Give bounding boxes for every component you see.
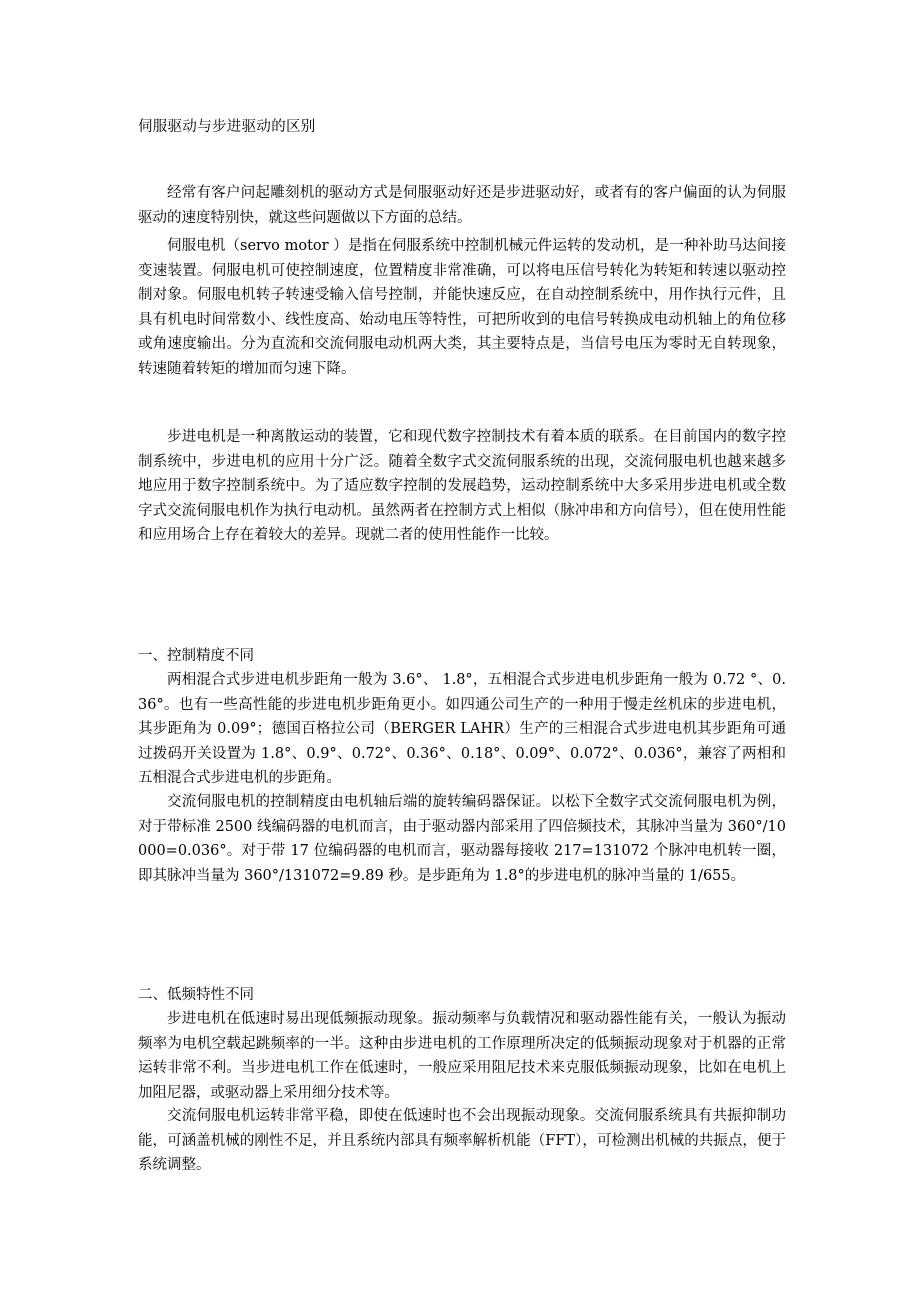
section-2-paragraph: 步进电机在低速时易出现低频振动现象。振动频率与负载情况和驱动器性能有关，一般认为振动频率为电机空载起跳频率的一半。这种由步进电机的工作原理所决定的低频振动现象对于机器的正常运转非常不利。当步进电机工作在低速时，一般应采用阻尼技术来克服低频振动现象，比如在电机上加阻尼器，或驱动器上采用细分技术等。 [138, 1011, 786, 1101]
section-1-paragraph: 两相混合式步进电机步距角一般为 3.6°、 1.8°，五相混合式步进电机步距角一般为 0.72 °、0.36°。也有一些高性能的步进电机步距角更小。如四通公司生产的一种用于慢走丝机床的步进电机，其步距角为 0.09°；德国百格拉公司（BERGER LAHR）生产的三相混合式步进电机其步距角可通过拨码开关设置为 1.8°、0.9°、0.72°、0.36°、0.18°、0.09°、0.072°、0.036°，兼容了两相和五相混合式步进电机的步距角。 [138, 672, 786, 786]
document-title: 伺服驱动与步进驱动的区别 [138, 119, 316, 135]
intro-paragraph: 经常有客户问起雕刻机的驱动方式是伺服驱动好还是步进驱动好，或者有的客户偏面的认为伺服驱动的速度特别快，就这些问题做以下方面的总结。 [138, 185, 786, 226]
stepper-motor-paragraph: 步进电机是一种离散运动的装置，它和现代数字控制技术有着本质的联系。在目前国内的数字控制系统中，步进电机的应用十分广泛。随着全数字式交流伺服系统的出现，交流伺服电机也越来越多地应用于数字控制系统中。为了适应数字控制的发展趋势，运动控制系统中大多采用步进电机或全数字式交流伺服电机作为执行电动机。虽然两者在控制方式上相似（脉冲串和方向信号），但在使用性能和应用场合上存在着较大的差异。现就二者的使用性能作一比较。 [138, 429, 786, 543]
section-1-paragraph: 交流伺服电机的控制精度由电机轴后端的旋转编码器保证。以松下全数字式交流伺服电机为例，对于带标准 2500 线编码器的电机而言，由于驱动器内部采用了四倍频技术，其脉冲当量为 360°/10000=0.036°。对于带 17 位编码器的电机而言，驱动器每接收 217=131072 个脉冲电机转一圈，即其脉冲当量为 360°/131072=9.89 秒。是步距角为 1.8°的步进电机的脉冲当量的 1/655。 [138, 794, 786, 884]
section-1-heading: 一、控制精度不同 [138, 648, 254, 664]
section-2-heading: 二、低频特性不同 [138, 987, 254, 1003]
servo-motor-paragraph: 伺服电机（servo motor ）是指在伺服系统中控制机械元件运转的发动机，是一种补助马达间接变速装置。伺服电机可使控制速度，位置精度非常准确，可以将电压信号转化为转矩和转速以驱动控制对象。伺服电机转子转速受输入信号控制，并能快速反应，在自动控制系统中，用作执行元件，且具有机电时间常数小、线性度高、始动电压等特性，可把所收到的电信号转换成电动机轴上的角位移或角速度输出。分为直流和交流伺服电动机两大类，其主要特点是，当信号电压为零时无自转现象，转速随着转矩的增加而匀速下降。 [138, 238, 786, 377]
section-2-paragraph: 交流伺服电机运转非常平稳，即使在低速时也不会出现振动现象。交流伺服系统具有共振抑制功能，可涵盖机械的刚性不足，并且系统内部具有频率解析机能（FFT），可检测出机械的共振点，便于系统调整。 [138, 1108, 786, 1173]
